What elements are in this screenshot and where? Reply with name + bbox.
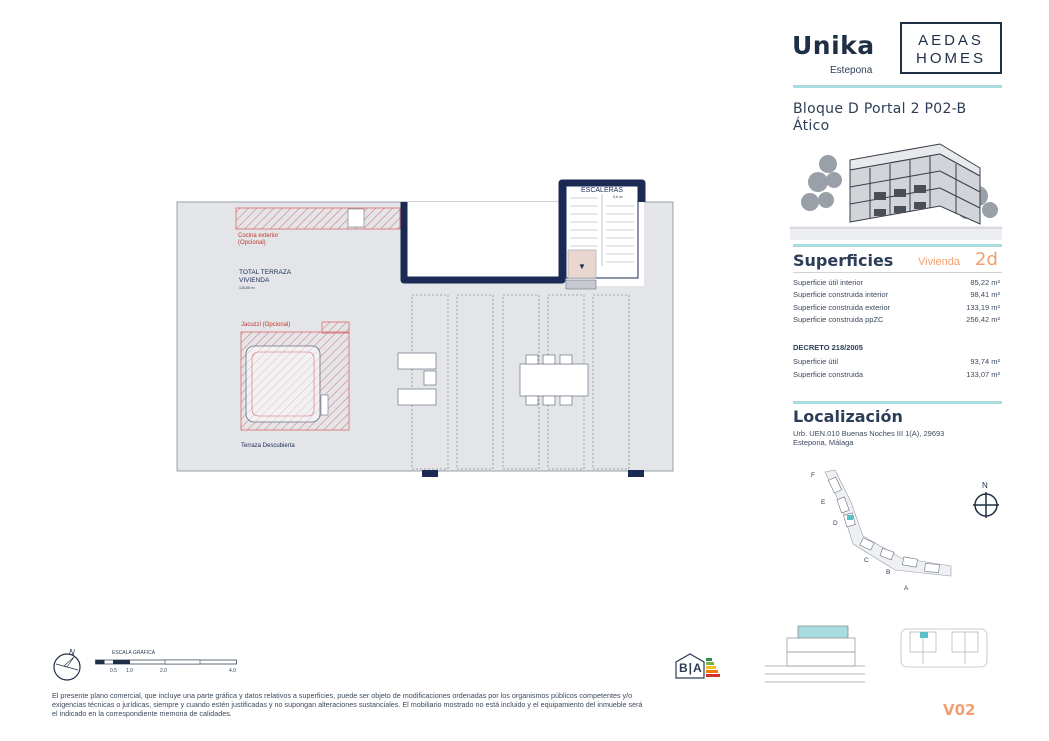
dining-table bbox=[520, 364, 588, 396]
scale-tick: 4.0 bbox=[229, 668, 236, 674]
jacuzzi-label: Jacuzzi (Opcional) bbox=[241, 322, 291, 328]
block-label-a: A bbox=[904, 585, 909, 592]
decree-label: Superficie útil bbox=[793, 357, 839, 366]
surface-value: 256,42 m² bbox=[966, 315, 1000, 324]
block-label-d: D bbox=[833, 520, 838, 527]
terrace-total-label-2: VIVIENDA bbox=[239, 277, 270, 284]
unit-title: Bloque D Portal 2 P02-B bbox=[793, 101, 967, 117]
floor-plan bbox=[170, 176, 680, 482]
unit-subtitle: Ático bbox=[793, 118, 830, 134]
kitchen-sink bbox=[348, 209, 364, 227]
energy-rating-badge bbox=[674, 652, 722, 680]
dwelling-type-label: Vivienda bbox=[918, 256, 960, 268]
surface-label: Superficie construida interior bbox=[793, 290, 889, 299]
site-map bbox=[805, 466, 955, 596]
block-label-b: B bbox=[886, 569, 891, 576]
kitchen-counter bbox=[236, 208, 400, 229]
parapet-post bbox=[422, 470, 438, 477]
disclaimer-line: el indicado en la correspondiente memoria de calidades. bbox=[52, 709, 232, 718]
stairs-area: 9,6 m² bbox=[613, 195, 623, 199]
surface-row bbox=[793, 303, 1000, 314]
terrace-total-area: 126,85 m² bbox=[239, 286, 255, 290]
stairs-label: ESCALERAS bbox=[580, 187, 624, 194]
decree-title: DECRETO 218/2005 bbox=[793, 343, 863, 352]
disclaimer-line: exigencias técnicas o jurídicas, siempre y cuando estén justificadas y no supongan alteraciones sustanciales. El mobiliario mostrado no está incluido y el equipamiento del inmueble será bbox=[52, 700, 643, 709]
decree-value: 93,74 m² bbox=[970, 357, 1000, 366]
version-label: V02 bbox=[943, 701, 976, 719]
scale-north-label: N bbox=[69, 648, 75, 657]
surface-label: Superficie construida ppZC bbox=[793, 315, 884, 324]
surface-label: Superficie útil interior bbox=[793, 278, 864, 287]
surfaces-divider bbox=[793, 272, 1002, 273]
dwelling-type-value: 2d bbox=[975, 249, 998, 270]
surface-label: Superficie construida exterior bbox=[793, 303, 891, 312]
energy-rating-label: B|A bbox=[679, 661, 703, 675]
compass-icon bbox=[973, 492, 999, 518]
image-divider bbox=[793, 244, 1002, 247]
decree-row bbox=[793, 370, 1000, 381]
surface-row bbox=[793, 315, 1000, 326]
lounger bbox=[398, 389, 436, 405]
terrace-label: Terraza Descubierta bbox=[241, 443, 295, 449]
scale-bar bbox=[95, 659, 240, 667]
partner-logo-line1: AEDAS bbox=[918, 32, 984, 49]
header-divider bbox=[793, 85, 1002, 88]
north-arrow-icon bbox=[52, 652, 82, 682]
stair-arrow: ▼ bbox=[578, 262, 586, 271]
floor-key-highlight bbox=[920, 632, 928, 638]
partner-logo bbox=[900, 22, 1002, 74]
jacuzzi-tub bbox=[246, 346, 320, 422]
wall-cutout bbox=[401, 202, 561, 279]
scale-tick: 1.0 bbox=[126, 668, 133, 674]
surfaces-end-divider bbox=[793, 401, 1002, 404]
surface-row bbox=[793, 290, 1000, 301]
decree-label: Superficie construida bbox=[793, 370, 864, 379]
surface-value: 85,22 m² bbox=[970, 278, 1000, 287]
building-illustration bbox=[790, 140, 1002, 244]
partner-logo-line2: HOMES bbox=[915, 50, 986, 67]
scale-tick: 2.0 bbox=[160, 668, 167, 674]
kitchen-optional: (Opcional) bbox=[238, 240, 266, 246]
disclaimer bbox=[52, 691, 752, 718]
site-north-label: N bbox=[982, 481, 988, 490]
decree-row bbox=[793, 357, 1000, 368]
address-line1: Urb. UEN.010 Buenas Noches III 1(A), 29693 bbox=[793, 429, 945, 438]
block-label-f: F bbox=[811, 472, 815, 479]
location-title: Localización bbox=[793, 407, 903, 426]
address-line2: Estepona, Málaga bbox=[793, 438, 854, 447]
floor-key-plan bbox=[900, 628, 988, 668]
parapet-post bbox=[628, 470, 644, 477]
decree-value: 133,07 m² bbox=[966, 370, 1000, 379]
disclaimer-line: El presente plano comercial, que incluye una parte gráfica y datos relativos a superficies, puede ser objeto de modificaciones ordenadas por los organismos públicos competentes y/o bbox=[52, 691, 633, 700]
lounger bbox=[398, 353, 436, 369]
scale-tick: 0.5 bbox=[110, 668, 117, 674]
surface-value: 133,19 m² bbox=[966, 303, 1000, 312]
surface-value: 98,41 m² bbox=[970, 290, 1000, 299]
brand-name: Unika bbox=[792, 31, 875, 60]
block-label-e: E bbox=[821, 499, 826, 506]
stair-step bbox=[566, 280, 596, 289]
site-map-highlight bbox=[847, 515, 853, 520]
surfaces-title: Superficies bbox=[793, 251, 894, 270]
brand-location: Estepona bbox=[830, 65, 873, 76]
section-key-plan bbox=[765, 622, 865, 686]
scale-title: ESCALA GRÁFICA bbox=[112, 650, 156, 656]
terrace-total-label: TOTAL TERRAZA bbox=[239, 269, 292, 276]
kitchen-label: Cocina exterior bbox=[238, 233, 279, 239]
block-label-c: C bbox=[864, 557, 869, 564]
jacuzzi-step bbox=[322, 322, 349, 333]
surface-row bbox=[793, 278, 1000, 289]
